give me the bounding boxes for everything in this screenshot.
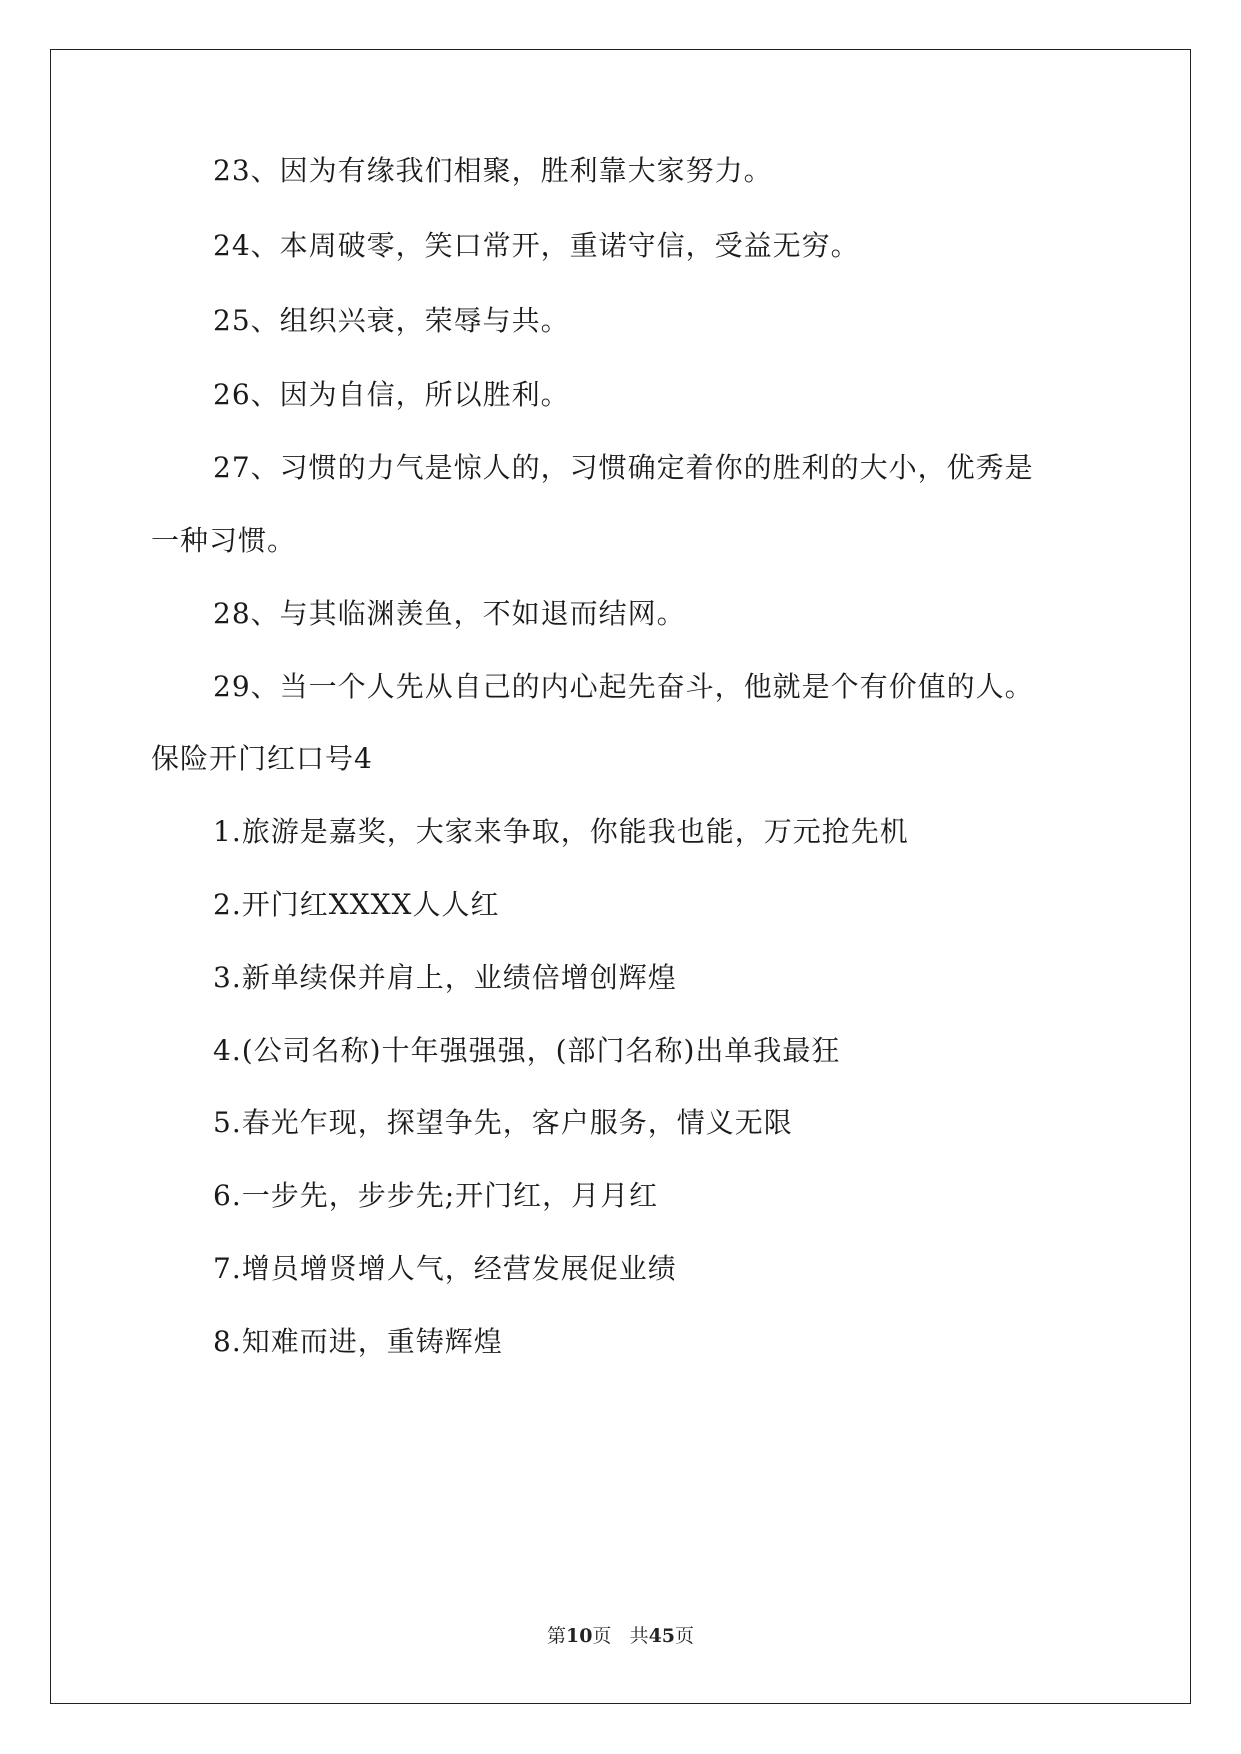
slogan-8: 8.知难而进，重铸辉煌 bbox=[213, 1325, 503, 1358]
slogan-2: 2.开门红XXXX人人红 bbox=[213, 888, 500, 921]
page-prefix: 第 bbox=[546, 1625, 566, 1647]
paragraph-27-continued: 一种习惯。 bbox=[151, 524, 297, 557]
paragraph-27: 27、习惯的力气是惊人的，习惯确定着你的胜利的大小，优秀是 bbox=[213, 451, 1034, 484]
page-footer bbox=[0, 1624, 1241, 1648]
total-prefix: 共 bbox=[629, 1625, 649, 1647]
slogan-5: 5.春光乍现，探望争先，客户服务，情义无限 bbox=[213, 1106, 793, 1139]
section-heading: 保险开门红口号4 bbox=[151, 742, 373, 775]
page-suffix: 页 bbox=[592, 1625, 612, 1647]
paragraph-28: 28、与其临渊羡鱼，不如退而结网。 bbox=[213, 597, 686, 630]
total-pages: 45 bbox=[648, 1625, 676, 1647]
slogan-1: 1.旅游是嘉奖，大家来争取，你能我也能，万元抢先机 bbox=[213, 815, 909, 848]
paragraph-23: 23、因为有缘我们相聚，胜利靠大家努力。 bbox=[213, 154, 773, 187]
paragraph-26: 26、因为自信，所以胜利。 bbox=[213, 378, 570, 411]
paragraph-25: 25、组织兴衰，荣辱与共。 bbox=[213, 304, 570, 337]
slogan-3: 3.新单续保并肩上，业绩倍增创辉煌 bbox=[213, 961, 677, 994]
slogan-6: 6.一步先，步步先;开门红，月月红 bbox=[213, 1179, 659, 1212]
slogan-7: 7.增员增贤增人气，经营发展促业绩 bbox=[213, 1252, 677, 1285]
paragraph-24: 24、本周破零，笑口常开，重诺守信，受益无穷。 bbox=[213, 229, 860, 262]
total-suffix: 页 bbox=[675, 1625, 695, 1647]
paragraph-29: 29、当一个人先从自己的内心起先奋斗，他就是个有价值的人。 bbox=[213, 670, 1034, 703]
page-number: 10 bbox=[565, 1625, 593, 1647]
slogan-4: 4.(公司名称)十年强强强，(部门名称)出单我最狂 bbox=[213, 1034, 841, 1067]
page-border bbox=[50, 49, 1191, 1704]
